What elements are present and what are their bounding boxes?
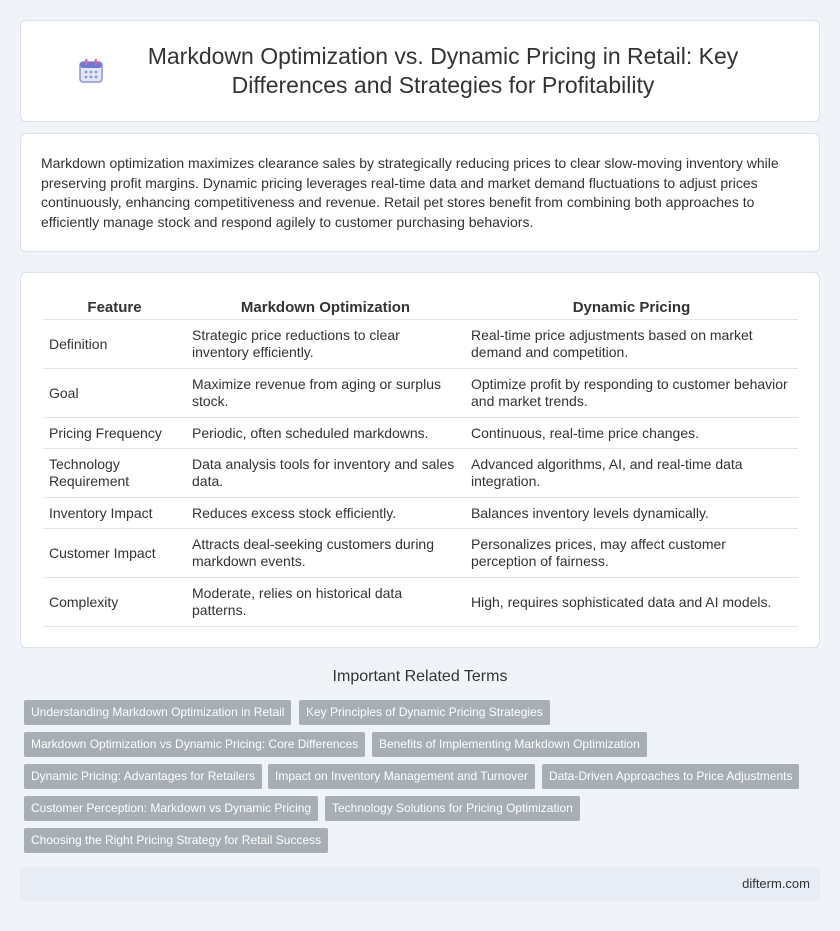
table-cell: Definition	[43, 320, 186, 369]
comparison-table-card	[20, 272, 820, 648]
table-cell: High, requires sophisticated data and AI models.	[465, 578, 798, 627]
related-term-link[interactable]: Data-Driven Approaches to Price Adjustments	[542, 764, 799, 789]
table-cell: Balances inventory levels dynamically.	[465, 498, 798, 529]
table-cell: Advanced algorithms, AI, and real-time data integration.	[465, 449, 798, 498]
table-cell: Continuous, real-time price changes.	[465, 418, 798, 449]
table-cell: Customer Impact	[43, 529, 186, 578]
table-row	[43, 498, 798, 529]
related-term-link[interactable]: Choosing the Right Pricing Strategy for Retail Success	[24, 828, 328, 853]
page-title: Markdown Optimization vs. Dynamic Pricing in Retail: Key Differences and Strategies for Profitability	[147, 43, 739, 98]
related-term-link[interactable]: Benefits of Implementing Markdown Optimization	[372, 732, 647, 757]
column-header: Markdown Optimization	[186, 295, 465, 320]
title-wrap	[77, 42, 763, 100]
column-header: Dynamic Pricing	[465, 295, 798, 320]
table-row	[43, 369, 798, 418]
table-row	[43, 529, 798, 578]
calendar-icon	[77, 57, 105, 85]
table-cell: Pricing Frequency	[43, 418, 186, 449]
intro-card	[20, 133, 820, 252]
comparison-table	[43, 295, 798, 627]
table-cell: Data analysis tools for inventory and sales data.	[186, 449, 465, 498]
table-cell: Complexity	[43, 578, 186, 627]
table-row	[43, 578, 798, 627]
table-cell: Optimize profit by responding to customer behavior and market trends.	[465, 369, 798, 418]
table-header-row	[43, 295, 798, 320]
table-row	[43, 449, 798, 498]
table-cell: Attracts deal-seeking customers during markdown events.	[186, 529, 465, 578]
related-term-link[interactable]: Dynamic Pricing: Advantages for Retailers	[24, 764, 262, 789]
intro-paragraph: Markdown optimization maximizes clearance sales by strategically reducing prices to clear slow-moving inventory while preserving profit margins. Dynamic pricing leverages real-time data and market demand fluctuations to adjust prices continuously, enhancing competitiveness and revenue. Retail pet stores benefit from combining both approaches to efficiently manage stock and respond agilely to customer purchasing behaviors.	[41, 155, 779, 230]
table-cell: Periodic, often scheduled markdowns.	[186, 418, 465, 449]
footer	[20, 867, 820, 901]
footer-site-name: difterm.com	[742, 876, 810, 891]
column-header: Feature	[43, 295, 186, 320]
table-row	[43, 418, 798, 449]
table-cell: Goal	[43, 369, 186, 418]
related-term-link[interactable]: Markdown Optimization vs Dynamic Pricing: Core Differences	[24, 732, 365, 757]
table-cell: Strategic price reductions to clear inventory efficiently.	[186, 320, 465, 369]
table-cell: Reduces excess stock efficiently.	[186, 498, 465, 529]
related-term-link[interactable]: Key Principles of Dynamic Pricing Strategies	[299, 700, 550, 725]
related-term-link[interactable]: Impact on Inventory Management and Turnover	[268, 764, 535, 789]
related-term-link[interactable]: Technology Solutions for Pricing Optimization	[325, 796, 580, 821]
table-cell: Personalizes prices, may affect customer perception of fairness.	[465, 529, 798, 578]
related-term-link[interactable]: Understanding Markdown Optimization in Retail	[24, 700, 291, 725]
table-cell: Real-time price adjustments based on market demand and competition.	[465, 320, 798, 369]
table-cell: Maximize revenue from aging or surplus stock.	[186, 369, 465, 418]
title-card	[20, 20, 820, 122]
related-term-link[interactable]: Customer Perception: Markdown vs Dynamic Pricing	[24, 796, 318, 821]
table-row	[43, 320, 798, 369]
table-cell: Moderate, relies on historical data patterns.	[186, 578, 465, 627]
related-terms-heading: Important Related Terms	[332, 668, 508, 685]
table-cell: Technology Requirement	[43, 449, 186, 498]
table-cell: Inventory Impact	[43, 498, 186, 529]
